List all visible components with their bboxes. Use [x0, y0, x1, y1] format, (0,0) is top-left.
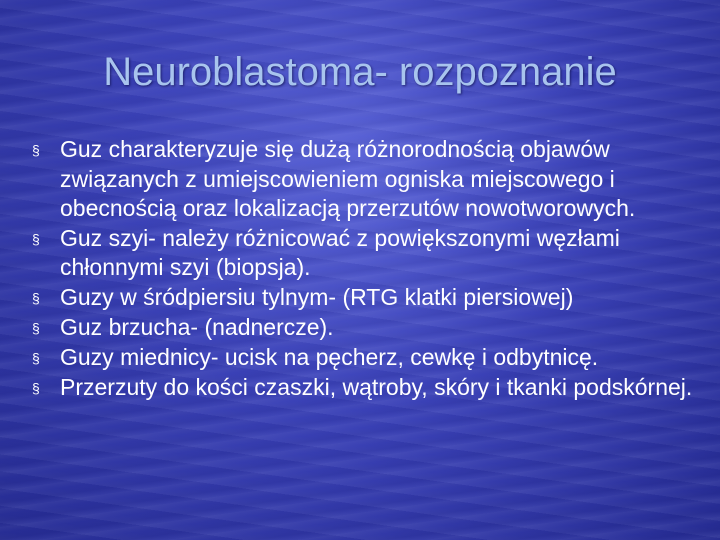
list-item	[30, 135, 700, 224]
bullet-icon: §	[32, 350, 40, 367]
slide-title: Neuroblastoma- rozpoznanie	[103, 50, 617, 94]
list-item	[30, 373, 700, 403]
list-item-text: Przerzuty do kości czaszki, wątroby, skóry i tkanki podskórnej.	[60, 373, 693, 400]
list-item-text: Guz charakteryzuje się dużą różnorodnością objawów związanych z umiejscowieniem ogniska miejscowego i obecnością oraz lokalizacją przerzutów nowotworowych.	[60, 136, 636, 221]
list-item	[30, 283, 700, 313]
list-item	[30, 343, 700, 373]
list-item-text: Guz brzucha- (nadnercze).	[60, 314, 334, 341]
list-item	[30, 313, 700, 343]
bullet-icon: §	[32, 290, 40, 307]
list-item-text: Guzy miednicy- ucisk na pęcherz, cewkę i odbytnicę.	[60, 344, 599, 371]
bullet-list	[30, 135, 700, 403]
list-item-text: Guzy w śródpiersiu tylnym- (RTG klatki piersiowej)	[60, 284, 574, 311]
bullet-icon: §	[32, 142, 40, 158]
list-item-text: Guz szyi- należy różnicować z powiększonymi węzłami chłonnymi szyi (biopsja).	[60, 224, 620, 281]
list-item	[30, 224, 700, 283]
bullet-icon: §	[32, 320, 40, 337]
bullet-icon: §	[32, 379, 40, 396]
bullet-icon: §	[32, 230, 40, 247]
